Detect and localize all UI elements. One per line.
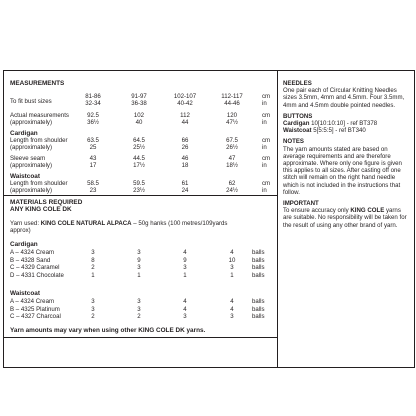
yarn-quantity: 3 (91, 298, 95, 305)
notes-text: The yarn amounts stated are based on average requirements and are therefore approximate. Where only one figure is given this applies to all sizes. After casting off one stitch will remain on the right hand needle which is not included in the instructions that follow. (283, 145, 402, 196)
sleeve-in: 17½ (133, 162, 145, 169)
yarn-suffix: – 50g hanks (100 metres/109yards (131, 220, 228, 227)
wc-length-in: 23 (89, 187, 97, 194)
cardigan-yarn-heading: Cardigan (10, 241, 38, 248)
yarn-unit: balls (252, 271, 265, 279)
sleeve-sub: (approximately) (10, 162, 52, 169)
wc-length-cm: 62 (228, 180, 236, 187)
buttons-waistcoat-label: Waistcoat (283, 127, 312, 135)
card-length-in: 25 (89, 144, 97, 151)
cardigan-length-sub: (approximately) (10, 144, 52, 151)
buttons-cardigan-value: 10[10:10:10] - ref BT378 (309, 120, 378, 128)
card-length-cm: 64.5 (133, 137, 145, 144)
yarn-quantity: 3 (137, 249, 141, 256)
actual-cm: 92.5 (87, 112, 99, 119)
yarn-quantity: 4 (183, 298, 187, 305)
unit-in: in (262, 162, 267, 169)
buttons-cardigan (283, 120, 411, 127)
waistcoat-heading: Waistcoat (10, 173, 40, 180)
notes-heading: NOTES (283, 138, 304, 146)
yarn-shade-label: D – 4331 Chocolate (10, 271, 64, 279)
wc-length-in: 23½ (133, 187, 145, 194)
size-cm: 81-86 (85, 93, 101, 100)
buttons-cardigan-label: Cardigan (283, 120, 310, 128)
yarn-unit: balls (252, 256, 265, 264)
yarn-unit: balls (252, 264, 265, 272)
yarn-shade-label: C – 4329 Caramel (10, 264, 60, 272)
sleeve-label: Sleeve seam (10, 155, 46, 162)
yarn-quantity: 4 (230, 298, 234, 305)
actual-cm: 120 (226, 112, 238, 119)
sleeve-in: 18 (181, 162, 189, 169)
unit-cm: cm (262, 93, 271, 100)
yarn-quantity: 3 (230, 313, 234, 321)
size-in: 36-38 (131, 100, 147, 107)
buttons-heading: BUTTONS (283, 112, 313, 120)
right-column (283, 80, 411, 229)
yarn-quantity: 2 (137, 313, 141, 321)
unit-cm: cm (262, 112, 271, 119)
unit-cm: cm (262, 137, 271, 144)
yarn-quantity: 10 (228, 256, 236, 264)
sleeve-in: 17 (89, 162, 97, 169)
yarn-quantity: 4 (230, 249, 234, 256)
yarn-quantity: 9 (137, 256, 141, 264)
important-text (283, 207, 411, 229)
cardigan-length-label: Length from shoulder (10, 137, 68, 144)
yarn-unit: balls (252, 249, 265, 256)
yarn-quantity: 3 (137, 298, 141, 305)
yarn-quantity: 1 (137, 271, 141, 279)
actual-in: 44 (181, 119, 189, 126)
yarn-shade-label: B – 4328 Sand (10, 256, 51, 264)
yarn-used-line (10, 220, 227, 227)
yarn-quantity: 9 (183, 256, 187, 264)
unit-in: in (262, 100, 267, 107)
sleeve-in: 18½ (226, 162, 238, 169)
wc-length-in: 24 (181, 187, 189, 194)
yarn-quantity: 3 (183, 264, 187, 272)
important-post: yarns are suitable. No responsibility will be taken for the result of using any other brand of yarn. (283, 207, 407, 229)
unit-cm: cm (262, 180, 271, 187)
sleeve-cm: 46 (181, 155, 189, 162)
sleeve-cm: 44.5 (133, 155, 145, 162)
yarn-quantity: 2 (91, 264, 95, 272)
yarn-quantity: 4 (230, 305, 234, 313)
materials-heading: MATERIALS REQUIRED (10, 199, 83, 206)
cardigan-heading: Cardigan (10, 130, 38, 137)
needles-heading: NEEDLES (283, 80, 312, 87)
size-in: 44-46 (224, 100, 240, 107)
yarn-unit: balls (252, 305, 265, 313)
yarn-shade-label: C – 4327 Charcoal (10, 313, 61, 321)
yarn-quantity: 2 (91, 313, 95, 321)
yarn-used-line2: approx) (10, 227, 31, 234)
bust-sizes-label: To fit bust sizes (10, 98, 52, 105)
wc-length-in: 24½ (226, 187, 238, 194)
yarn-quantity: 3 (91, 249, 95, 256)
waistcoat-yarn-heading: Waistcoat (10, 290, 40, 297)
yarn-prefix: Yarn used: (10, 220, 41, 227)
yarn-quantity: 3 (137, 305, 141, 313)
card-length-in: 26 (181, 144, 189, 151)
actual-cm: 112 (180, 112, 190, 119)
size-cm: 112-117 (221, 93, 243, 100)
yarn-quantity: 4 (183, 305, 187, 313)
yarn-quantity: 4 (183, 249, 187, 256)
waistcoat-length-sub: (approximately) (10, 187, 52, 194)
measurements-heading: MEASUREMENTS (10, 80, 65, 87)
materials-subheading: ANY KING COLE DK (10, 206, 72, 213)
yarn-unit: balls (252, 313, 265, 321)
yarn-quantity: 1 (91, 271, 95, 279)
card-length-in: 25½ (133, 144, 145, 151)
actual-label: Actual measurements (10, 112, 69, 119)
yarn-quantity: 3 (91, 305, 95, 313)
size-in: 40-42 (177, 100, 193, 107)
yarn-shade-label: A – 4324 Cream (10, 249, 55, 256)
size-cm: 91-97 (131, 93, 147, 100)
important-pre: To ensure accuracy only (283, 207, 351, 215)
card-length-cm: 67.5 (226, 137, 238, 144)
needles-text: One pair each of Circular Knitting Needles sizes 3.5mm, 4mm and 4.5mm. Four 3.5mm, 4mm and 4.5mm double pointed needles. (283, 87, 405, 109)
card-length-cm: 63.5 (87, 137, 99, 144)
actual-cm: 102 (133, 112, 145, 119)
buttons-waistcoat-value: 5[5:5:5] - ref BT340 (311, 127, 366, 135)
card-length-cm: 66 (181, 137, 189, 144)
wc-length-cm: 58.5 (87, 180, 99, 187)
yarn-shade-label: A – 4324 Cream (10, 298, 55, 305)
yarn-shade-label: B – 4325 Platinum (10, 305, 60, 313)
yarn-unit: balls (252, 298, 265, 305)
card-length-in: 26½ (226, 144, 238, 151)
wc-length-cm: 59.5 (133, 180, 145, 187)
actual-in: 40 (135, 119, 143, 126)
wc-length-cm: 61 (181, 180, 189, 187)
size-cm: 102-107 (173, 93, 197, 100)
unit-in: in (262, 119, 267, 126)
yarn-quantity: 1 (183, 271, 187, 279)
actual-in: 47½ (226, 119, 238, 126)
sleeve-cm: 47 (228, 155, 236, 162)
waistcoat-length-label: Length from shoulder (10, 180, 68, 187)
unit-in: in (262, 144, 267, 151)
unit-in: in (262, 187, 267, 194)
yarn-quantity: 3 (230, 264, 234, 272)
yarn-quantity: 1 (230, 271, 234, 279)
actual-in: 36½ (87, 119, 99, 126)
buttons-waistcoat (283, 127, 411, 134)
actual-sub: (approximately) (10, 119, 52, 126)
sleeve-cm: 43 (89, 155, 97, 162)
yarn-name: KING COLE NATURAL ALPACA (40, 220, 132, 227)
important-brand: KING COLE (350, 207, 385, 215)
important-heading: IMPORTANT (283, 200, 319, 208)
yarn-quantity: 8 (91, 256, 95, 264)
yarn-quantity: 3 (183, 313, 187, 321)
yarn-quantity: 3 (137, 264, 141, 272)
unit-cm: cm (262, 155, 271, 162)
yarn-footnote: Yarn amounts may vary when using other KING COLE DK yarns. (10, 327, 206, 334)
size-in: 32-34 (85, 100, 101, 107)
